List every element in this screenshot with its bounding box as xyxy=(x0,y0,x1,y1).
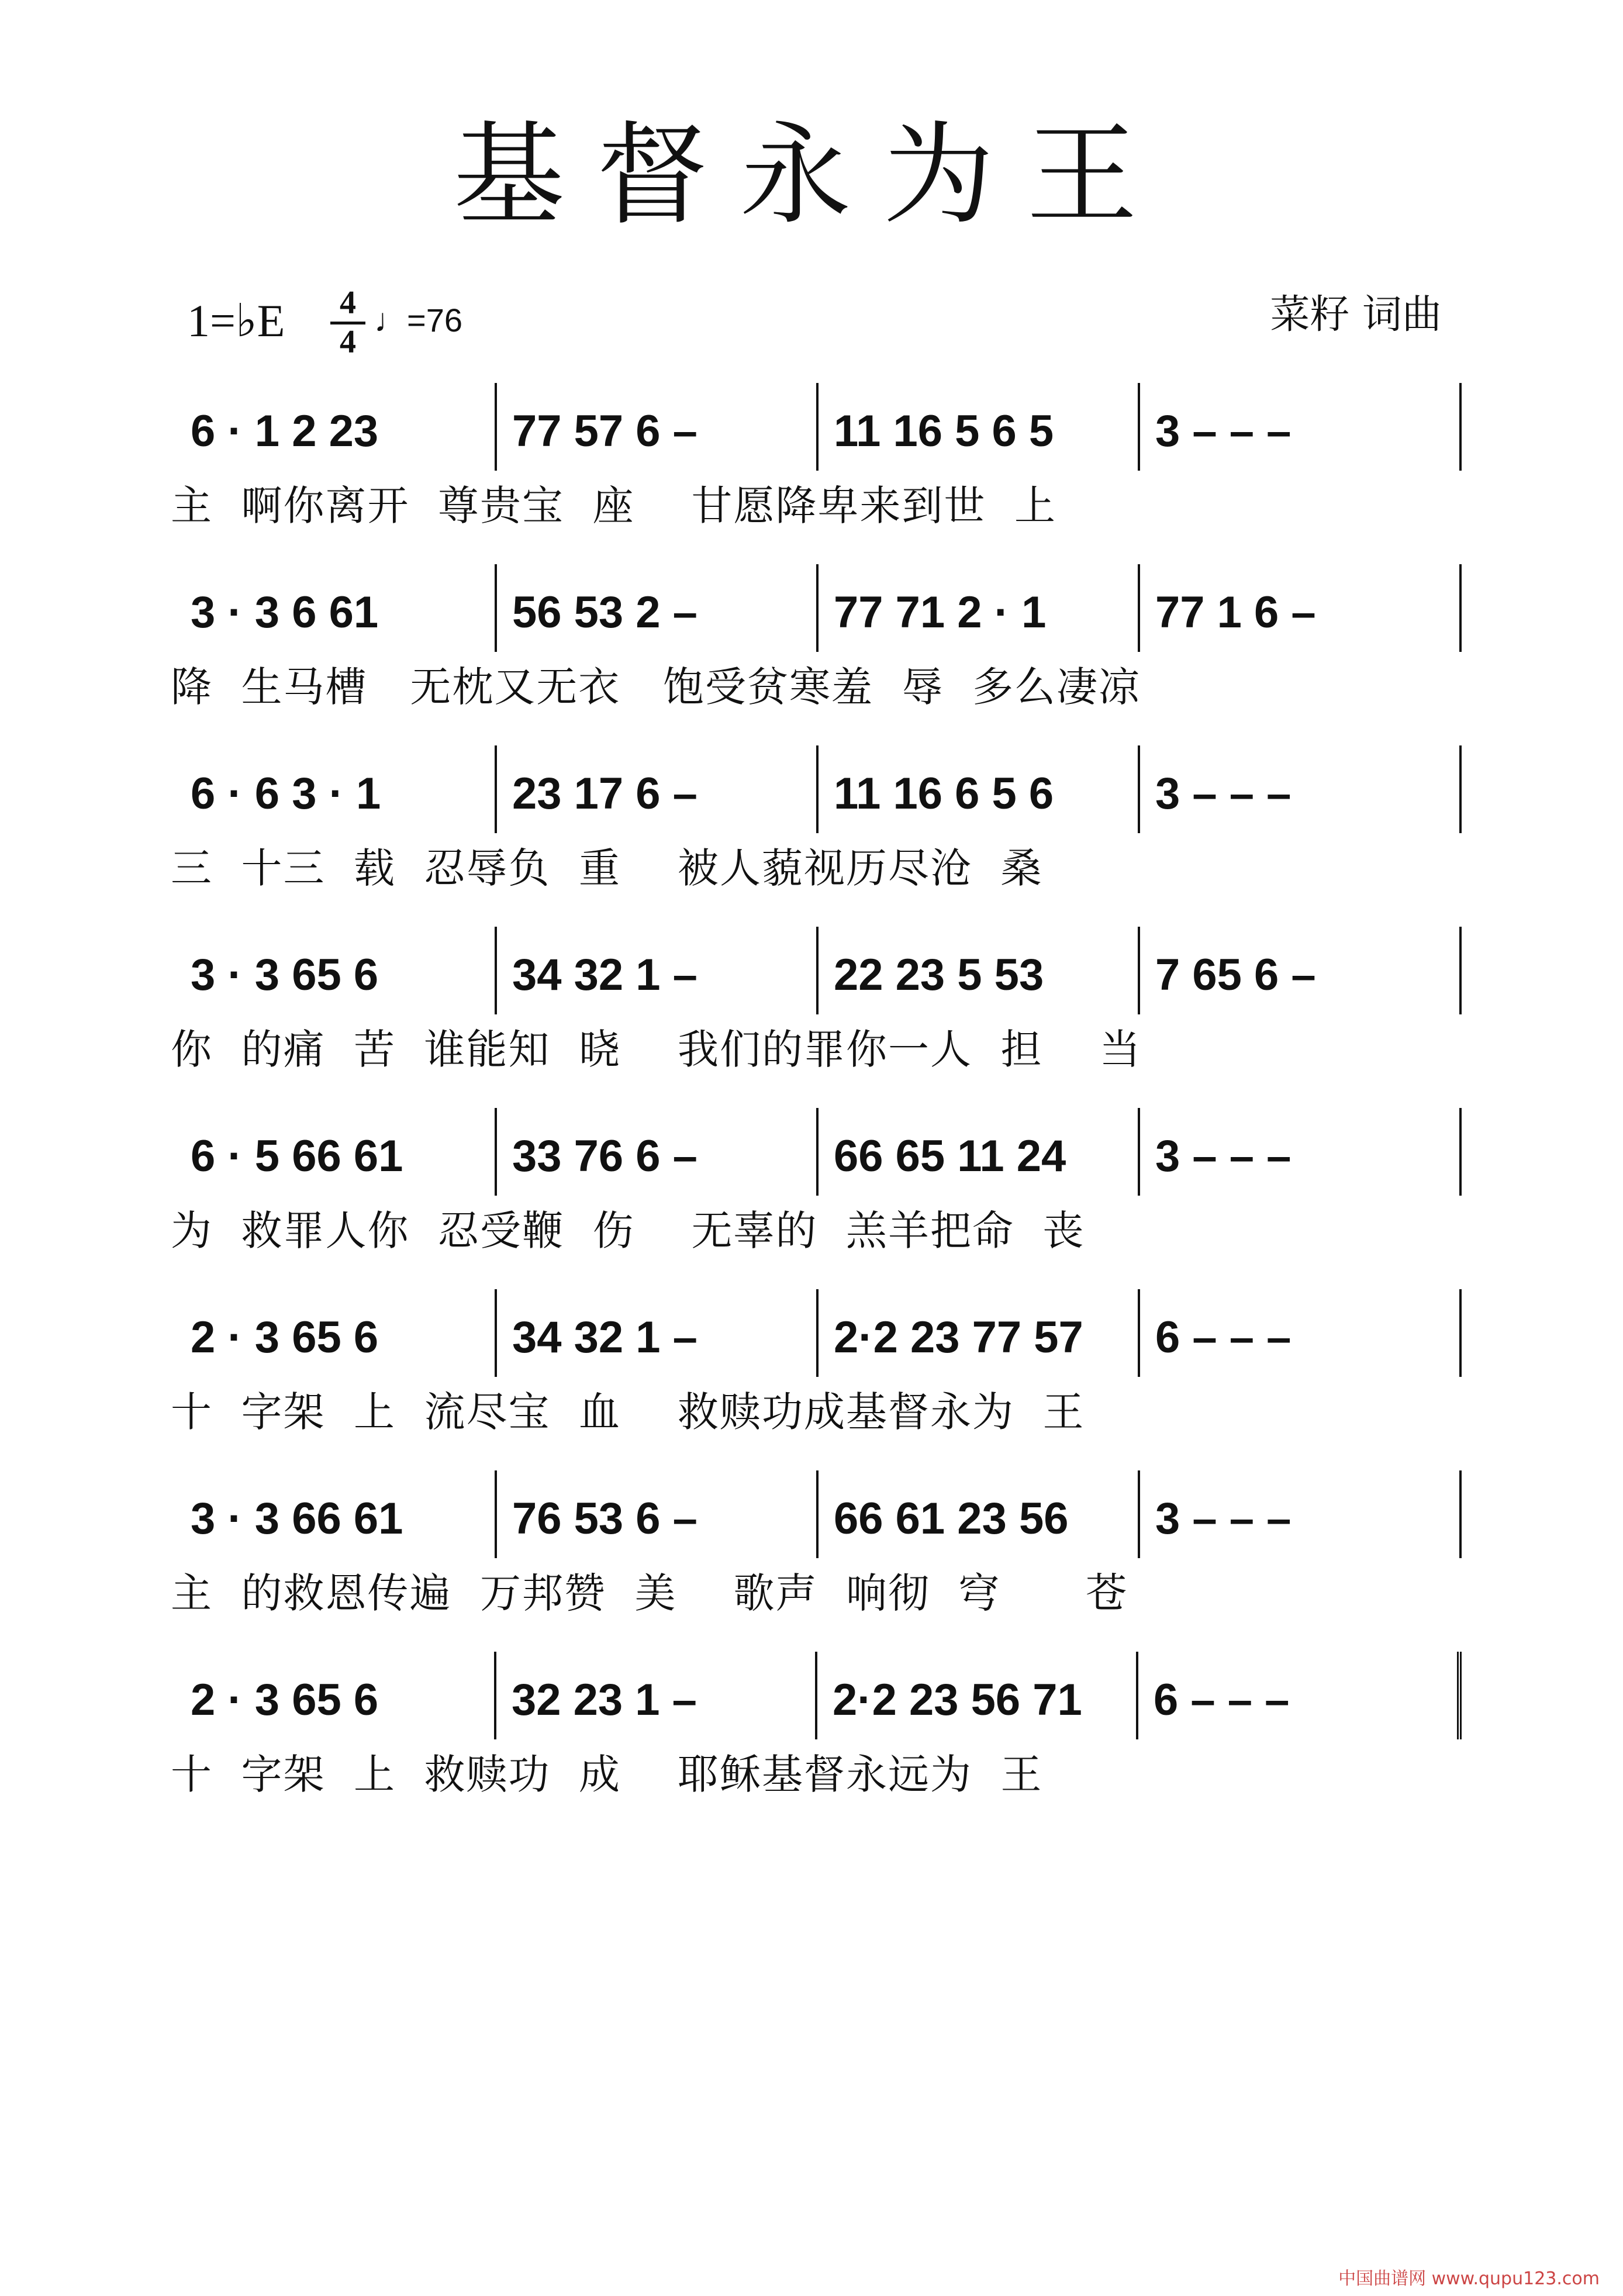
measure: 3 – – – xyxy=(1140,745,1462,833)
lyric-line: 三 十三 载 忍辱负 重 被人藐视历尽沧 桑 xyxy=(171,844,1043,892)
measure: 3 – – – xyxy=(1140,1470,1462,1558)
measure: 56 53 2 – xyxy=(497,564,819,652)
lyric-line: 你 的痛 苦 谁能知 晓 我们的罪你一人 担 当 xyxy=(171,1026,1142,1073)
score-header xyxy=(187,286,538,362)
measure: 2·2 23 77 57 xyxy=(819,1289,1140,1377)
measure: 6 – – – xyxy=(1140,1289,1462,1377)
song-title: 基督永为王 xyxy=(453,111,1170,240)
staff-line xyxy=(175,564,1462,652)
measure: 3 · 3 65 6 xyxy=(175,927,497,1014)
measure: 66 65 11 24 xyxy=(819,1108,1140,1196)
lyric-line: 十 字架 上 救赎功 成 耶稣基督永远为 王 xyxy=(171,1751,1043,1798)
measure: 3 · 3 66 61 xyxy=(175,1470,497,1558)
lyric-line: 为 救罪人你 忍受鞭 伤 无辜的 羔羊把命 丧 xyxy=(171,1207,1085,1255)
measure: 3 · 3 6 61 xyxy=(175,564,497,652)
staff-line xyxy=(175,1652,1462,1739)
measure: 77 1 6 – xyxy=(1140,564,1462,652)
measure: 3 – – – xyxy=(1140,383,1462,471)
measure: 2 · 3 65 6 xyxy=(175,1652,496,1739)
staff-line xyxy=(175,1470,1462,1558)
staff-line xyxy=(175,383,1462,471)
lyric-line: 主 啊你离开 尊贵宝 座 甘愿降卑来到世 上 xyxy=(171,482,1057,530)
measure: 77 71 2 · 1 xyxy=(819,564,1140,652)
lyric-line: 十 字架 上 流尽宝 血 救赎功成基督永为 王 xyxy=(171,1388,1085,1436)
time-signature xyxy=(330,286,365,358)
staff-line xyxy=(175,1289,1462,1377)
time-signature-top: 4 xyxy=(340,285,356,321)
measure: 6 · 6 3 · 1 xyxy=(175,745,497,833)
measure: 2 · 3 65 6 xyxy=(175,1289,497,1377)
measure: 6 · 1 2 23 xyxy=(175,383,497,471)
measure: 34 32 1 – xyxy=(497,927,819,1014)
lyric-line: 主 的救恩传遍 万邦赞 美 歌声 响彻 穹 苍 xyxy=(171,1569,1128,1617)
measure: 2·2 23 56 71 xyxy=(817,1652,1138,1739)
measure: 11 16 5 6 5 xyxy=(819,383,1140,471)
composer-credit: 菜籽 词曲 xyxy=(1270,292,1442,338)
time-signature-bottom: 4 xyxy=(340,324,356,360)
measure: 33 76 6 – xyxy=(497,1108,819,1196)
measure: 34 32 1 – xyxy=(497,1289,819,1377)
measure: 6 · 5 66 61 xyxy=(175,1108,497,1196)
measure: 3 – – – xyxy=(1140,1108,1462,1196)
final-measure: 6 – – – xyxy=(1138,1652,1462,1739)
key-signature: 1=♭E xyxy=(187,295,285,346)
lyric-line: 降 生马槽 无枕又无衣 饱受贫寒羞 辱 多么凄凉 xyxy=(171,663,1141,711)
measure: 11 16 6 5 6 xyxy=(819,745,1140,833)
site-watermark: 中国曲谱网 www.qupu123.com xyxy=(1338,2269,1600,2289)
measure: 7 65 6 – xyxy=(1140,927,1462,1014)
measure: 77 57 6 – xyxy=(497,383,819,471)
staff-line xyxy=(175,745,1462,833)
measure: 32 23 1 – xyxy=(496,1652,817,1739)
tempo-marking: ♩=76 xyxy=(374,302,462,339)
staff-line xyxy=(175,927,1462,1014)
measure: 23 17 6 – xyxy=(497,745,819,833)
measure: 76 53 6 – xyxy=(497,1470,819,1558)
staff-line xyxy=(175,1108,1462,1196)
measure: 22 23 5 53 xyxy=(819,927,1140,1014)
measure: 66 61 23 56 xyxy=(819,1470,1140,1558)
